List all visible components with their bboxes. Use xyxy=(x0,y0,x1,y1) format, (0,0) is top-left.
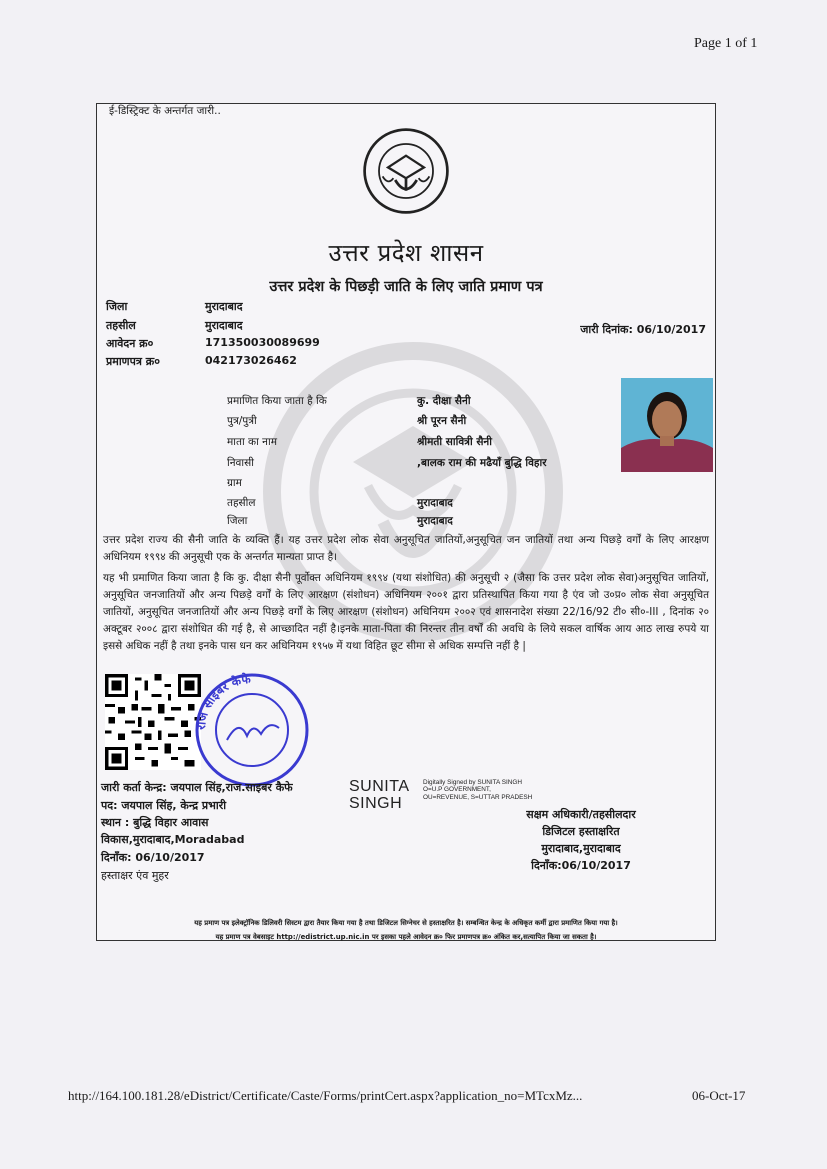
print-url: http://164.100.181.28/eDistrict/Certificate/Caste/Forms/printCert.aspx?application_no=MTcxMz... xyxy=(68,1088,583,1103)
round-stamp-seal xyxy=(187,670,317,790)
issuer-center: जारी कर्ता केन्द्र: जयपाल सिंह,राज.साइबर कैफे xyxy=(101,781,293,794)
certify-label: प्रमाणित किया जाता है कि xyxy=(227,395,327,407)
signer-name-line1: SUNITA xyxy=(349,778,410,795)
district-value: मुरादाबाद xyxy=(205,300,243,313)
stamp-text: राज साइबर कैफे xyxy=(193,671,252,731)
resident-label: निवासी xyxy=(227,457,254,469)
digital-signature xyxy=(349,778,533,812)
print-date: 06-Oct-17 xyxy=(692,1088,746,1103)
officer-date: दिनाँक:06/10/2017 xyxy=(531,859,631,872)
government-title: उत्तर प्रदेश शासन xyxy=(328,239,484,267)
up-government-emblem-icon xyxy=(361,126,451,216)
application-no-value: 171350030089699 xyxy=(205,336,320,349)
caste-paragraph: उत्तर प्रदेश राज्य की सैनी जाति के व्यक्ति हैं। यह उत्तर प्रदेश लोक सेवा अनुसूचित जातियों,अनुसूचित जन जातियों तथा अन्य पिछड़े वर्गों के लिए आरक्षण अधिनियम १९९४ की अनुसूची एक के अन्तर्गत मान्यता प्राप्त है। xyxy=(103,534,709,563)
mother-label: माता का नाम xyxy=(227,436,277,448)
officer-digitally-signed: डिजिटल हस्ताक्षरित xyxy=(542,825,620,838)
issuer-place-cont: विकास,मुरादाबाद,Moradabad xyxy=(101,833,245,846)
signer-name-line2: SINGH xyxy=(349,795,403,812)
top-note: ई-डिस्ट्रिक्ट के अन्तर्गत जारी.. xyxy=(109,105,221,117)
certificate-no-value: 042173026462 xyxy=(205,354,297,367)
footer-note-1: यह प्रमाण पत्र इलेक्ट्रॉनिक डिलिवरी सिस्टम द्वारा तैयार किया गया है तथा डिजिटल सिग्नेचर से हस्ताक्षरित है। सम्बन्धित केन्द्र के अधिकृत कर्मी द्वारा प्रमाणित किया गया है। xyxy=(194,919,618,927)
footer-note-2: यह प्रमाण पत्र वेबसाइट http://edistrict.up.nic.in पर इसका पहले आवेदन क्र० फिर प्रमाणपत्र क्र० अंकित कर,सत्यापित किया जा सकता है। xyxy=(215,933,597,941)
mother-name: श्रीमती सावित्री सैनी xyxy=(417,436,492,448)
son-daughter-label: पुत्र/पुत्री xyxy=(227,415,257,427)
certificate-no-label: प्रमाणपत्र क्र० xyxy=(106,355,160,368)
issuer-designation: पद: जयपाल सिंह, केन्द्र प्रभारी xyxy=(101,799,227,812)
resident-value: ,बालक राम की मढैयाँ बुद्धि विहार xyxy=(417,457,547,469)
signature-seal-label: हस्ताक्षर एंव मुहर xyxy=(101,869,169,882)
eligibility-paragraph: यह भी प्रमाणित किया जाता है कि कु. दीक्षा सैनी पूर्वोक्त अधिनियम १९९४ (यथा संशोधित) की अनुसूची २ (जैसा कि उत्तर प्रदेश लोक सेवा)अनुसूचित जातियों, अनुसूचित जनजातियों और अन्य पिछड़े वर्गों के लिए आरक्षण (संशोधन) अधिनियम २००१ द्वारा प्रतिस्थापित किया गया है एंव जो उ०प्र० लोक सेवा अनुसूचित जातियों, अनुसूचित जनजातियों और अन्य पिछड़े वर्गों के लिए आरक्षण (संशोधन) अधिनियम २००२ एवं शासनादेश संख्या 22/16/92 टी० सी०-III , दिनांक २० अक्टूबर २००८ द्वारा संशोधित की गई है, से आच्छादित नहीं है।इनके माता-पिता की निरन्तर तीन वर्षों की अवधि के लिये सकल वार्षिक आय आठ लाख रुपये या इससे अधिक नहीं है तथा इनके पास धन कर अधिनियम १९५७ में यथा विहित छूट सीमा से अधिक सम्पत्ति नहीं है | xyxy=(103,572,709,652)
tehsil-person-label: तहसील xyxy=(227,497,256,509)
officer-title: सक्षम अधिकारी/तहसीलदार xyxy=(526,808,636,821)
certificate-title: उत्तर प्रदेश के पिछड़ी जाति के लिए जाति प्रमाण पत्र xyxy=(269,279,543,295)
applicant-photo xyxy=(621,378,713,472)
district-person-label: जिला xyxy=(227,515,248,527)
village-label: ग्राम xyxy=(227,477,242,489)
svg-text:राज साइबर कैफे xyxy=(194,672,252,732)
page-counter: Page 1 of 1 xyxy=(694,36,758,51)
officer-location: मुरादाबाद,मुरादाबाद xyxy=(541,842,621,855)
father-name: श्री पूरन सैनी xyxy=(417,415,467,427)
applicant-name: कु. दीक्षा सैनी xyxy=(417,395,471,407)
tehsil-label: तहसील xyxy=(106,319,136,332)
person-photo-icon xyxy=(621,378,713,472)
district-label: जिला xyxy=(106,300,128,313)
tehsil-person-value: मुरादाबाद xyxy=(417,497,453,509)
signature-details: Digitally Signed by SUNITA SINGH O=U.P GOVERNMENT, OU=REVENUE, S=UTTAR PRADESH xyxy=(423,779,533,801)
issuer-date: दिनाँक: 06/10/2017 xyxy=(101,851,205,864)
tehsil-value: मुरादाबाद xyxy=(205,319,243,332)
district-person-value: मुरादाबाद xyxy=(417,515,453,527)
certificate-frame xyxy=(96,103,716,941)
issue-date: जारी दिनांक: 06/10/2017 xyxy=(580,323,706,336)
application-no-label: आवेदन क्र० xyxy=(106,337,154,350)
issuer-place: स्थान : बुद्धि विहार आवास xyxy=(101,816,209,829)
